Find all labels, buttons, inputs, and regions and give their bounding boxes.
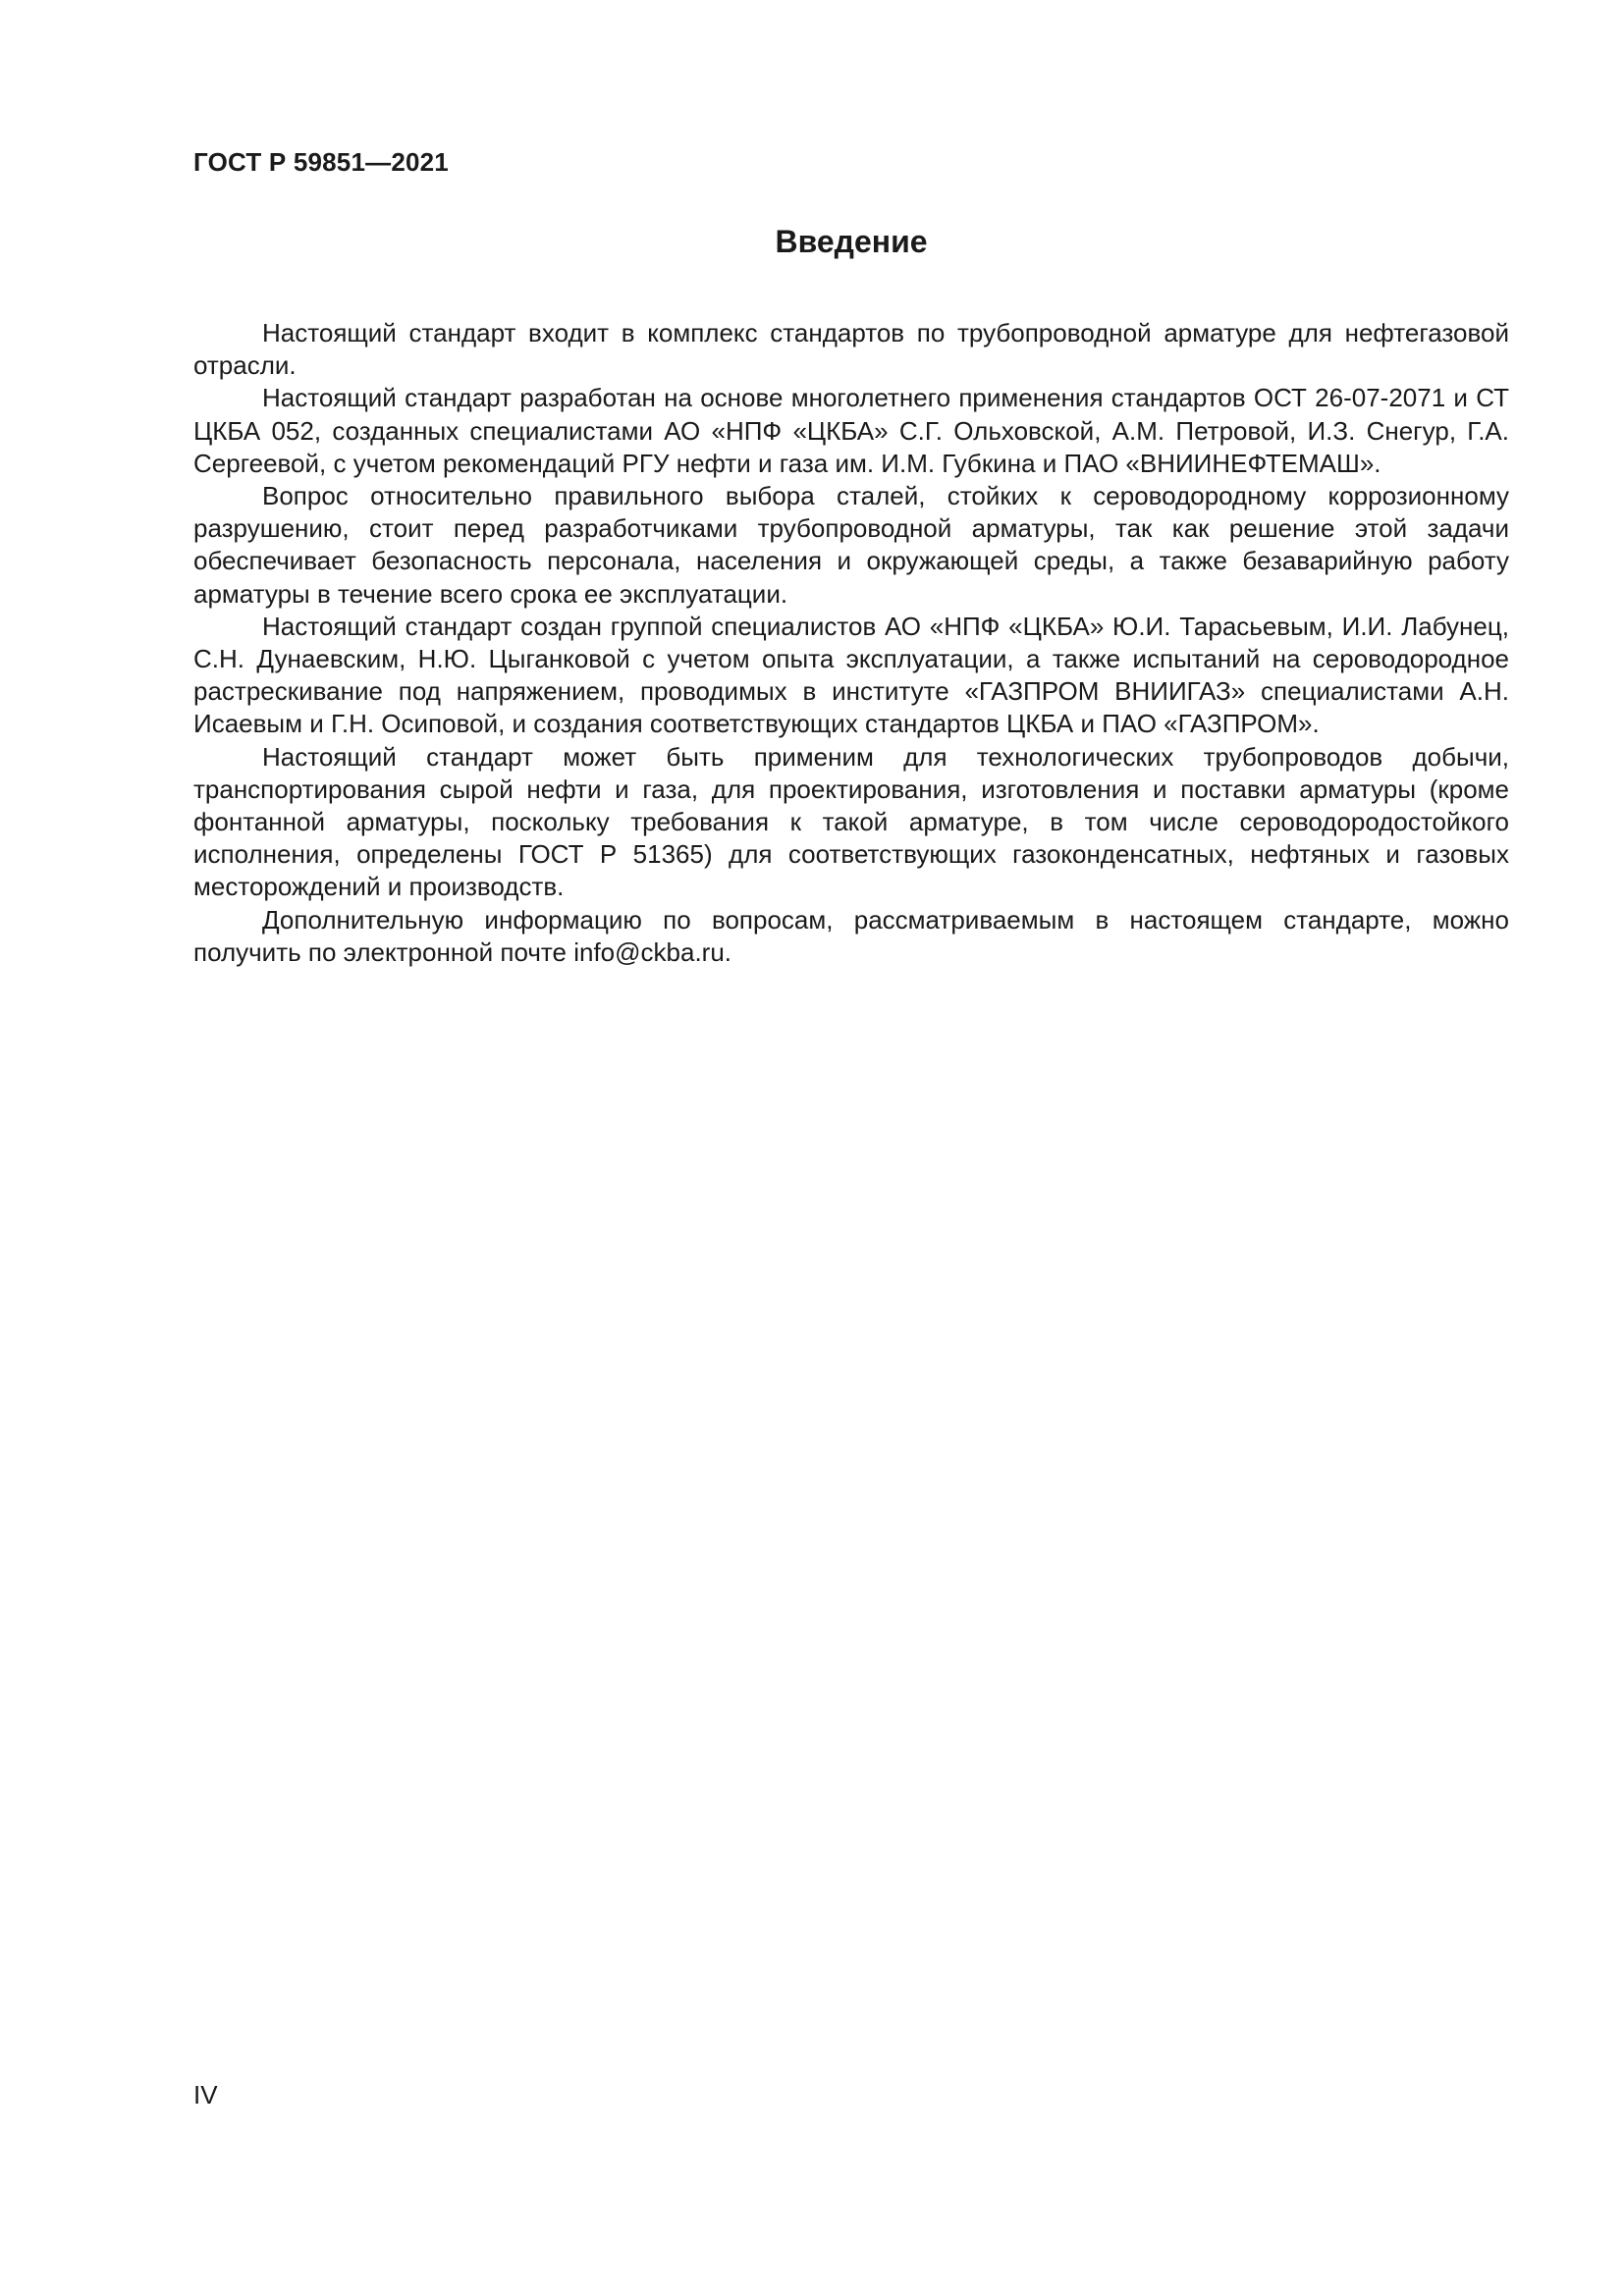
page-number: IV [193, 2080, 218, 2109]
paragraph: Дополнительную информацию по вопросам, рассматриваемым в настоящем стандарте, можно получить по электронной почте info@ckba.ru. [193, 904, 1509, 967]
section-title: Введение [775, 224, 928, 259]
paragraph: Настоящий стандарт может быть применим для технологических трубопроводов добычи, транспортирования сырой нефти и газа, для проектирования, изготовления и поставки арматуры (кроме фонтанной арматуры, поскольку требования к такой арматуре, в том числе сероводородостойкого исполнения, определены ГОСТ Р 51365) для соответствующих газоконденсатных, нефтяных и газовых месторождений и производств. [193, 741, 1509, 902]
paragraph: Настоящий стандарт создан группой специалистов АО «НПФ «ЦКБА» Ю.И. Тарасьевым, И.И. Лабунец, С.Н. Дунаевским, Н.Ю. Цыганковой с учетом опыта эксплуатации, а также испытаний на сероводородное растрескивание под напряжением, проводимых в институте «ГАЗПРОМ ВНИИГАЗ» специалистами А.Н. Исаевым и Г.Н. Осиповой, и создания соответствующих стандартов ЦКБА и ПАО «ГАЗПРОМ». [193, 611, 1509, 739]
paragraph: Настоящий стандарт разработан на основе многолетнего применения стандартов ОСТ 26-07-2071 и СТ ЦКБА 052, созданных специалистами АО «НПФ «ЦКБА» С.Г. Ольховской, А.М. Петровой, И.З. Снегур, Г.А. Сергеевой, с учетом рекомендаций РГУ нефти и газа им. И.М. Губкина и ПАО «ВНИИНЕФТЕМАШ». [193, 383, 1509, 478]
paragraph: Вопрос относительно правильного выбора сталей, стойких к сероводородному коррозионному разрушению, стоит перед разработчиками трубопроводной арматуры, так как решение этой задачи обеспечивает безопасность персонала, населения и окружающей среды, а также безаварийную работу арматуры в течение всего срока ее эксплуатации. [193, 481, 1509, 609]
paragraph: Настоящий стандарт входит в комплекс стандартов по трубопроводной арматуре для нефтегазовой отрасли. [193, 318, 1509, 381]
document-header: ГОСТ Р 59851—2021 [193, 147, 449, 177]
body-text [193, 317, 1509, 969]
